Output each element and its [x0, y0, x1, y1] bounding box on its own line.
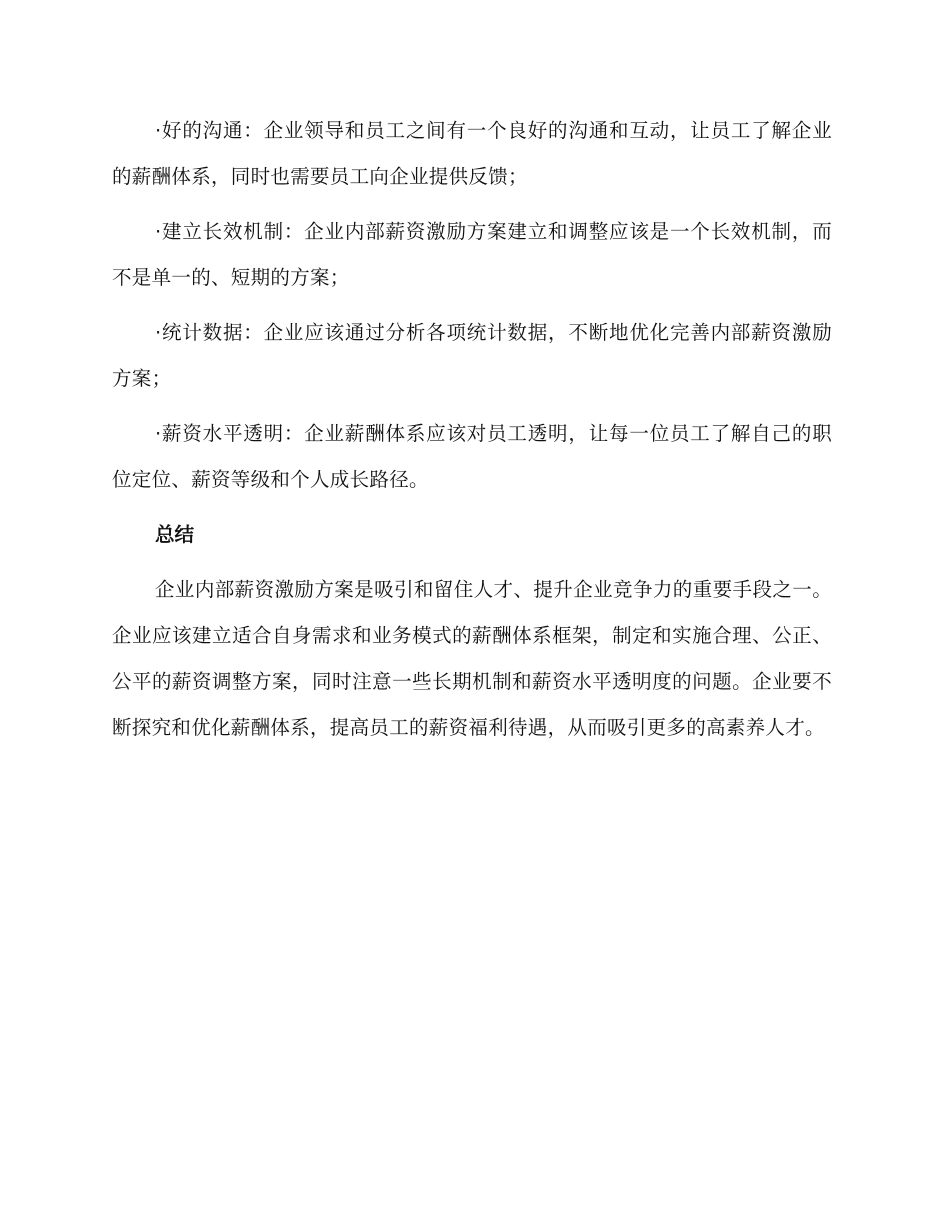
bullet-communication: ·好的沟通：企业领导和员工之间有一个良好的沟通和互动，让员工了解企业的薪酬体系，同时也需要员工向企业提供反馈； [112, 119, 832, 188]
summary-heading: 总结 [155, 523, 195, 546]
bullet-long-term-mechanism: ·建立长效机制：企业内部薪资激励方案建立和调整应该是一个长效机制，而不是单一的、短期的方案； [112, 220, 832, 289]
bullet-statistics: ·统计数据：企业应该通过分析各项统计数据，不断地优化完善内部薪资激励方案； [112, 321, 832, 390]
bullet-salary-transparency: ·薪资水平透明：企业薪酬体系应该对员工透明，让每一位员工了解自己的职位定位、薪资等级和个人成长路径。 [112, 422, 832, 491]
summary-paragraph: 企业内部薪资激励方案是吸引和留住人才、提升企业竞争力的重要手段之一。企业应该建立适合自身需求和业务模式的薪酬体系框架，制定和实施合理、公正、公平的薪资调整方案，同时注意一些长期机制和薪资水平透明度的问题。企业要不断探究和优化薪酬体系，提高员工的薪资福利待遇，从而吸引更多的高素养人才。 [112, 578, 832, 739]
document-body [112, 108, 832, 760]
